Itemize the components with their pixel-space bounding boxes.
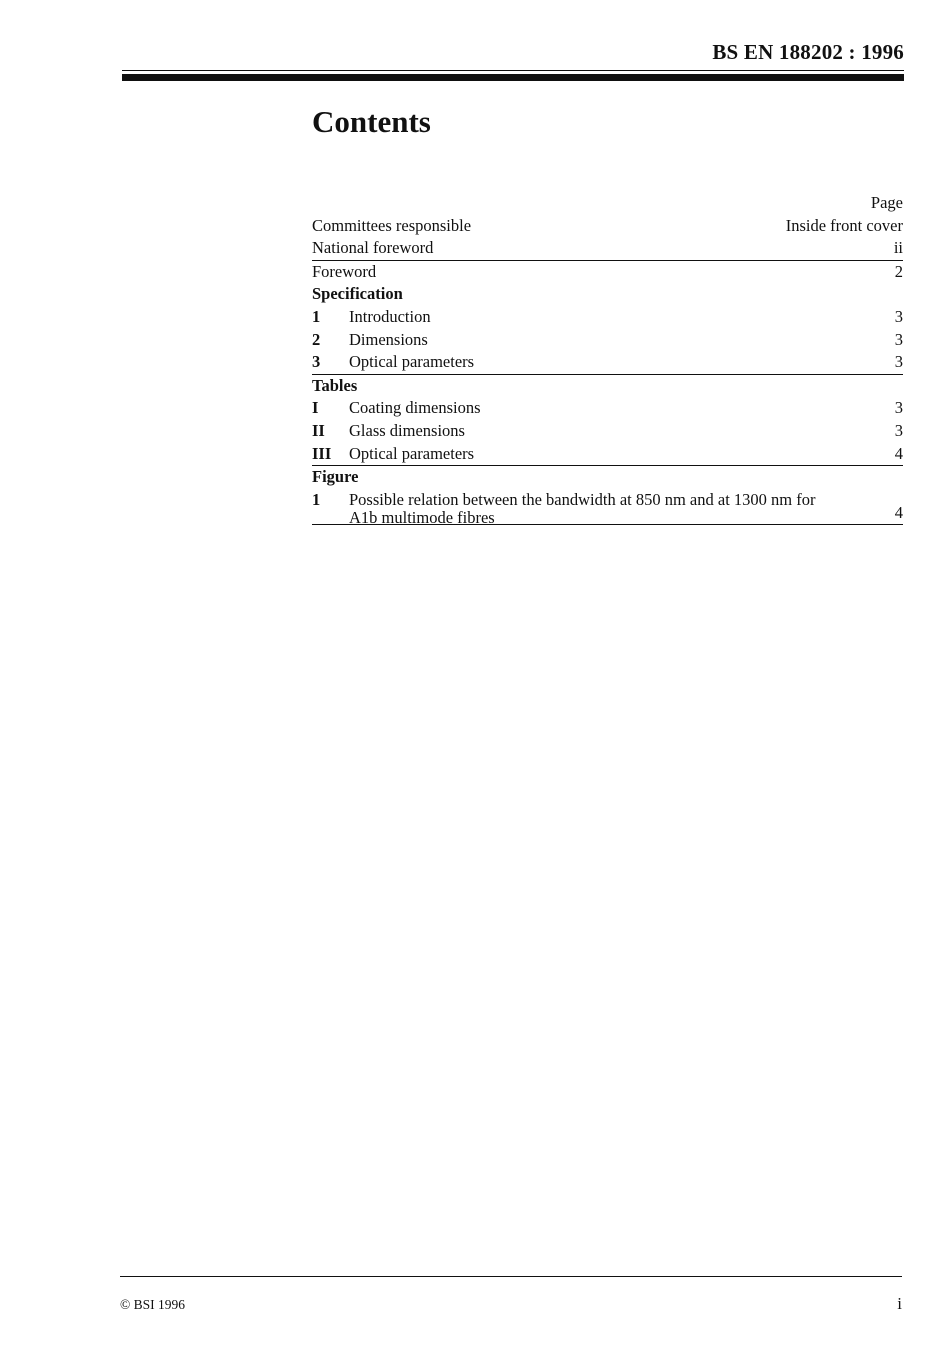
footer-rule — [120, 1276, 902, 1277]
page-number: i — [897, 1294, 902, 1313]
toc-entry-page: 3 — [894, 306, 903, 326]
toc-row-optical-parameters[interactable] — [312, 351, 903, 375]
toc-section-figure — [312, 466, 903, 489]
document-id: BS EN 188202 : 1996 — [712, 40, 904, 64]
toc-entry-label: Introduction — [349, 306, 431, 326]
toc-entry-page: 3 — [894, 398, 903, 418]
section-heading: Tables — [312, 375, 358, 395]
toc-row-figure-1[interactable] — [312, 489, 903, 525]
toc-entry-label: National foreword — [312, 238, 434, 258]
toc-entry-page: 4 — [894, 443, 903, 463]
toc-entry-label: Glass dimensions — [349, 420, 465, 440]
toc-entry-page: 3 — [894, 352, 903, 372]
section-heading: Figure — [312, 467, 359, 487]
toc-entry-label: Dimensions — [349, 329, 428, 349]
toc-row-table-iii[interactable] — [312, 443, 903, 467]
toc-entry-label-line1: Possible relation between the bandwidth at 850 nm and at 1300 nm for — [349, 489, 816, 509]
toc-row-introduction[interactable] — [312, 306, 903, 329]
toc-entry-page: 4 — [894, 502, 903, 522]
toc-entry-page: 3 — [894, 329, 903, 349]
toc-entry-page: 3 — [894, 420, 903, 440]
header-thin-rule — [122, 70, 904, 71]
toc-entry-label: Coating dimensions — [349, 398, 481, 418]
toc-entry-label-line2: A1b multimode fibres — [349, 507, 495, 527]
toc-entry-label: Optical parameters — [349, 443, 475, 463]
toc-entry-label — [349, 491, 849, 527]
toc-page-heading-row — [312, 192, 903, 215]
toc-entry-page: 2 — [894, 261, 903, 281]
toc-row-table-i[interactable] — [312, 397, 903, 420]
copyright-notice: © BSI 1996 — [120, 1297, 186, 1312]
toc-row-foreword[interactable] — [312, 261, 903, 284]
toc-entry-page: Inside front cover — [785, 215, 903, 235]
toc-row-national-foreword[interactable] — [312, 237, 903, 261]
toc-row-dimensions[interactable] — [312, 329, 903, 352]
toc-entry-label: Optical parameters — [349, 352, 475, 372]
page-column-heading: Page — [870, 193, 903, 212]
toc-entry-page: ii — [893, 238, 903, 258]
toc-row-committees[interactable] — [312, 215, 903, 238]
header-thick-rule — [122, 74, 904, 81]
page-title: Contents — [312, 104, 431, 139]
toc-entry-number: 3 — [312, 352, 321, 372]
toc-entry-number: III — [312, 443, 332, 463]
toc-entry-number: 1 — [312, 489, 321, 509]
toc-section-tables — [312, 375, 903, 398]
toc-row-table-ii[interactable] — [312, 420, 903, 443]
toc-entry-number: 2 — [312, 329, 321, 349]
toc-entry-label: Foreword — [312, 261, 377, 281]
toc-entry-label: Committees responsible — [312, 215, 472, 235]
toc-section-specification — [312, 283, 903, 306]
section-heading: Specification — [312, 284, 403, 304]
table-of-contents — [312, 192, 903, 525]
toc-entry-number: II — [312, 420, 325, 440]
toc-entry-number: I — [312, 398, 319, 418]
toc-entry-number: 1 — [312, 306, 321, 326]
